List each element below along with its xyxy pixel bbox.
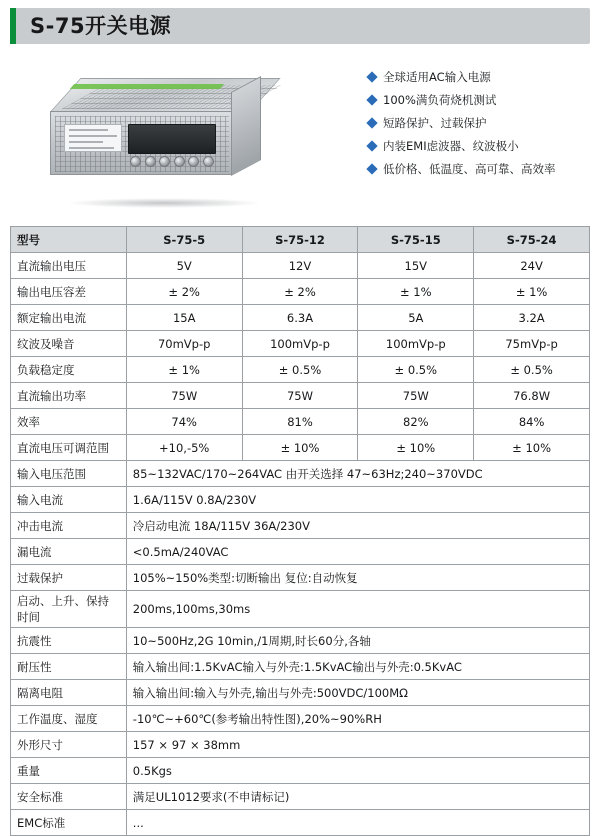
table-row [11, 279, 590, 305]
feature-item [368, 70, 598, 85]
cell-value: 100mVp-p [242, 331, 358, 357]
cell-value: 6.3A [242, 305, 358, 331]
feature-label: 内装EMI虑波器、纹波极小 [383, 139, 519, 153]
column-header-s75-24: S-75-24 [474, 227, 590, 253]
cell-value: 84% [474, 409, 590, 435]
cell-value: 70mVp-p [126, 331, 242, 357]
diamond-bullet-icon [366, 94, 377, 105]
page-title: S-75开关电源 [30, 14, 172, 38]
table-row [11, 409, 590, 435]
feature-item [368, 116, 598, 131]
cell-value: 满足UL1012要求(不申请标记) [126, 784, 589, 810]
row-label: EMC标准 [11, 810, 127, 836]
page-header [10, 8, 590, 44]
table-row [11, 628, 590, 654]
psu-spec-label [64, 124, 122, 152]
cell-value: ± 10% [358, 435, 474, 461]
table-row [11, 487, 590, 513]
row-label: 过载保护 [11, 565, 127, 591]
diamond-bullet-icon [366, 71, 377, 82]
cell-value: 输入输出间:输入与外壳,输出与外壳:500VDC/100MΩ [126, 680, 589, 706]
diamond-bullet-icon [366, 140, 377, 151]
row-label: 重量 [11, 758, 127, 784]
datasheet-page [0, 8, 600, 830]
product-photo [36, 60, 286, 210]
row-label: 安全标准 [11, 784, 127, 810]
cell-value: ± 0.5% [358, 357, 474, 383]
row-label: 耐压性 [11, 654, 127, 680]
feature-label: 100%满负荷烧机测试 [383, 93, 497, 107]
cell-value: ± 1% [474, 279, 590, 305]
cell-value: ± 1% [126, 357, 242, 383]
cell-value: 76.8W [474, 383, 590, 409]
cell-value: 105%~150%类型:切断输出 复位:自动恢复 [126, 565, 589, 591]
header-accent-bar [10, 8, 16, 44]
cell-value: ± 0.5% [474, 357, 590, 383]
cell-value: 10~500Hz,2G 10min,/1周期,时长60分,各轴 [126, 628, 589, 654]
cell-value: ... [126, 810, 589, 836]
product-overview-area [10, 52, 590, 224]
cell-value: 100mVp-p [358, 331, 474, 357]
cell-value: 5A [358, 305, 474, 331]
cell-value: 85~132VAC/170~264VAC 由开关选择 47~63Hz;240~370VDC [126, 461, 589, 487]
diamond-bullet-icon [366, 117, 377, 128]
cell-value: 5V [126, 253, 242, 279]
psu-side-panel [231, 76, 261, 176]
cell-value: 74% [126, 409, 242, 435]
cell-value: 15V [358, 253, 474, 279]
table-row [11, 680, 590, 706]
table-row [11, 513, 590, 539]
cell-value: 82% [358, 409, 474, 435]
feature-list [368, 70, 598, 185]
row-label: 额定输出电流 [11, 305, 127, 331]
row-label: 外形尺寸 [11, 732, 127, 758]
row-label: 直流电压可调范围 [11, 435, 127, 461]
cell-value: ± 2% [126, 279, 242, 305]
table-header-row [11, 227, 590, 253]
table-row [11, 654, 590, 680]
cell-value: <0.5mA/240VAC [126, 539, 589, 565]
cell-value: 24V [474, 253, 590, 279]
row-label: 直流输出电压 [11, 253, 127, 279]
feature-item [368, 93, 598, 108]
row-label: 输出电压容差 [11, 279, 127, 305]
cell-value: ± 10% [474, 435, 590, 461]
column-header-s75-12: S-75-12 [242, 227, 358, 253]
table-row [11, 357, 590, 383]
cell-value: 81% [242, 409, 358, 435]
row-label: 输入电流 [11, 487, 127, 513]
cell-value: ± 10% [242, 435, 358, 461]
cell-value: 0.5Kgs [126, 758, 589, 784]
power-supply-illustration [50, 78, 260, 182]
feature-item [368, 162, 598, 177]
feature-label: 全球适用AC输入电源 [383, 70, 491, 84]
column-header-model: 型号 [11, 227, 127, 253]
feature-label: 低价格、低温度、高可靠、高效率 [383, 162, 556, 176]
feature-item [368, 139, 598, 154]
row-label: 漏电流 [11, 539, 127, 565]
cell-value: 200ms,100ms,30ms [126, 591, 589, 628]
cell-value: 12V [242, 253, 358, 279]
row-label: 负载稳定度 [11, 357, 127, 383]
table-row [11, 732, 590, 758]
column-header-s75-15: S-75-15 [358, 227, 474, 253]
table-row [11, 784, 590, 810]
specification-table [10, 226, 590, 836]
cell-value: 75mVp-p [474, 331, 590, 357]
psu-terminal-block [128, 124, 216, 154]
row-label: 工作温度、湿度 [11, 706, 127, 732]
cell-value: +10,-5% [126, 435, 242, 461]
table-row [11, 253, 590, 279]
table-row [11, 539, 590, 565]
cell-value: 冷启动电流 18A/115V 36A/230V [126, 513, 589, 539]
table-row [11, 758, 590, 784]
cell-value: ± 1% [358, 279, 474, 305]
row-label: 直流输出功率 [11, 383, 127, 409]
row-label: 隔离电阻 [11, 680, 127, 706]
column-header-s75-5: S-75-5 [126, 227, 242, 253]
row-label: 纹波及噪音 [11, 331, 127, 357]
specification-table-wrapper [10, 226, 590, 836]
cell-value: ± 2% [242, 279, 358, 305]
psu-shadow [66, 198, 262, 208]
table-row [11, 435, 590, 461]
cell-value: 75W [358, 383, 474, 409]
table-row [11, 565, 590, 591]
cell-value: 3.2A [474, 305, 590, 331]
row-label: 输入电压范围 [11, 461, 127, 487]
cell-value: 15A [126, 305, 242, 331]
feature-label: 短路保护、过载保护 [383, 116, 487, 130]
table-row [11, 383, 590, 409]
table-row [11, 810, 590, 836]
table-row [11, 305, 590, 331]
row-label: 冲击电流 [11, 513, 127, 539]
cell-value: -10℃~+60℃(参考输出特性图),20%~90%RH [126, 706, 589, 732]
row-label: 抗震性 [11, 628, 127, 654]
row-label: 启动、上升、保持时间 [11, 591, 127, 628]
table-row [11, 461, 590, 487]
table-row [11, 331, 590, 357]
psu-green-stripe [70, 84, 225, 89]
cell-value: 输入输出间:1.5KvAC输入与外壳:1.5KvAC输出与外壳:0.5KvAC [126, 654, 589, 680]
table-row [11, 591, 590, 628]
diamond-bullet-icon [366, 163, 377, 174]
psu-terminal-screws [130, 156, 214, 168]
cell-value: ± 0.5% [242, 357, 358, 383]
table-row [11, 706, 590, 732]
row-label: 效率 [11, 409, 127, 435]
cell-value: 1.6A/115V 0.8A/230V [126, 487, 589, 513]
cell-value: 75W [126, 383, 242, 409]
cell-value: 157 × 97 × 38mm [126, 732, 589, 758]
cell-value: 75W [242, 383, 358, 409]
